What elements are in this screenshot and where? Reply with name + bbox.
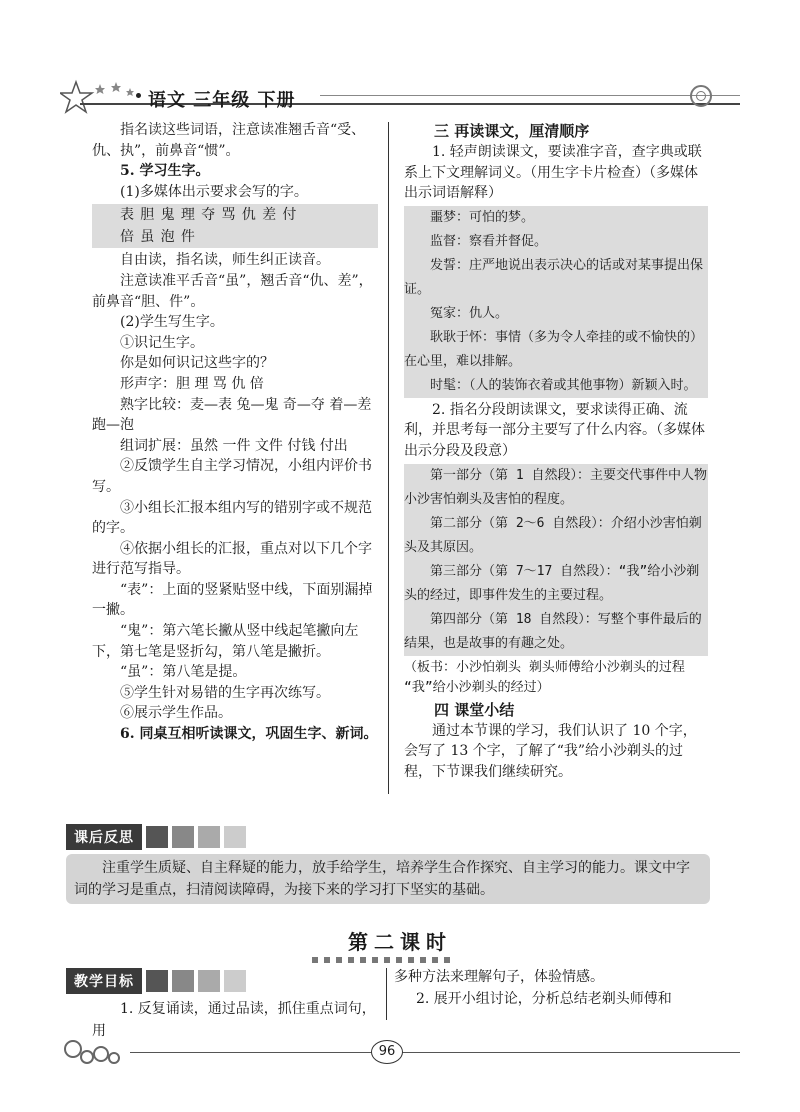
character-row: 倍虽泡件 [120, 229, 202, 246]
section-heading: 四 课堂小结 [434, 700, 515, 719]
goals-label-text: 教学目标 [66, 968, 142, 994]
label-square [198, 970, 220, 992]
list-item: ⑤学生针对易错的生字再次练写。 [120, 684, 330, 701]
step-heading: 6. 同桌互相听读课文，巩固生字、新词。 [120, 726, 378, 743]
paragraph: 注意读准平舌音“虽”，翘舌音“仇、差”，前鼻音“胆、件”。 [92, 272, 373, 310]
list-item: ⑥展示学生作品。 [120, 705, 232, 722]
label-square [224, 970, 246, 992]
sub-step: (1)多媒体出示要求会写的字。 [120, 183, 308, 200]
footer-circle [93, 1046, 109, 1062]
book-title: 语文 三年级 下册 [148, 90, 296, 111]
goals-label [66, 968, 246, 994]
list-item: ④依据小组长的汇报，重点对以下几个字进行范写指导。 [92, 540, 372, 578]
part-item: 第二部分（第 2～6 自然段）：介绍小沙害怕剃头及其原因。 [404, 515, 702, 555]
character-list-box [92, 204, 378, 248]
reflection-label [66, 824, 246, 850]
goal-item: 2. 展开小组讨论，分析总结老剃头师傅和 [416, 991, 672, 1007]
paragraph: 你是如何识记这些字的？ [120, 355, 274, 372]
part-item: 第四部分（第 18 自然段）：写整个事件最后的结果，也是故事的有趣之处。 [404, 611, 702, 651]
footer-rule [130, 1052, 740, 1053]
header-rule-thin [320, 95, 740, 96]
goals-left [92, 998, 382, 1042]
goals-right [388, 966, 708, 1010]
definition-item: 监督：察看并督促。 [430, 233, 548, 249]
list-item: ①识记生字。 [120, 334, 204, 351]
label-square [224, 826, 246, 848]
goal-item: 1. 反复诵读，通过品读，抓住重点词句，用 [92, 1001, 376, 1039]
reflection-label-text: 课后反思 [66, 824, 142, 850]
definition-item: 发誓：庄严地说出表示决心的话或对某事提出保证。 [404, 257, 704, 297]
label-square [172, 826, 194, 848]
character-row: 表胆鬼理夺骂仇差付 [120, 207, 303, 224]
column-divider [388, 122, 389, 794]
part-item: 第三部分（第 7～17 自然段）：“我”给小沙剃头的经过，即事件发生的主要过程。 [404, 563, 700, 603]
footer-circle [80, 1050, 94, 1064]
label-square [146, 970, 168, 992]
goal-continuation: 多种方法来理解句子，体验情感。 [394, 969, 604, 985]
page-number: 96 [371, 1040, 403, 1064]
paragraph: “虽”：第八笔是提。 [120, 664, 247, 681]
lesson-title: 第二课时 [348, 930, 452, 954]
header-bullet [136, 93, 141, 98]
paragraph: “鬼”：第六笔长撇从竖中线起笔撇向左下，第七笔是竖折勾，第八笔是撇折。 [92, 623, 359, 660]
definition-item: 冤家：仇人。 [430, 305, 509, 321]
paragraph: 组词扩展：虽然 一件 文件 付钱 付出 [120, 437, 348, 454]
paragraph: 指名读这些词语，注意读准翘舌音“受、仇、执”，前鼻音“惯”。 [92, 122, 366, 159]
reflection-text: 注重学生质疑、自主释疑的能力，放手给学生，培养学生合作探究、自主学习的能力。课文中字词的学习是重点，扫清阅读障碍，为接下来的学习打下坚实的基础。 [74, 860, 690, 898]
section-parts-box [404, 464, 708, 656]
definition-item: 耿耿于怀：事情（多为令人牵挂的或不愉快的）在心里，难以排解。 [404, 329, 704, 369]
sub-step: (2)学生写生字。 [120, 314, 224, 331]
spiral-icon [690, 85, 712, 107]
left-column [92, 120, 378, 745]
list-item: ③小组长汇报本组内写的错别字或不规范的字。 [92, 499, 372, 537]
step-heading: 5. 学习生字。 [120, 163, 210, 180]
label-square [198, 826, 220, 848]
definition-item: 时髦：（人的装饰衣着或其他事物）新颖入时。 [430, 377, 697, 393]
definition-box [404, 206, 708, 398]
board-note: （板书：小沙怕剃头 剃头师傅给小沙剃头的过程 “我”给小沙剃头的经过） [404, 659, 685, 696]
paragraph: 自由读，指名读，师生纠正读音。 [120, 252, 330, 269]
reflection-box [66, 854, 710, 904]
star-icon [60, 78, 150, 118]
paragraph: 2. 指名分段朗读课文，要求读得正确、流利，并思考每一部分主要写了什么内容。（多媒体出示分段及段意） [404, 401, 705, 459]
definition-item: 噩梦：可怕的梦。 [430, 209, 535, 225]
paragraph: 熟字比较：麦—表 兔—鬼 奇—夺 着—差 跑—泡 [92, 396, 372, 434]
paragraph: “表”：上面的竖紧贴竖中线，下面别漏掉一撇。 [92, 581, 373, 619]
section-heading: 三 再读课文，厘清顺序 [434, 122, 590, 140]
list-item: ②反馈学生自主学习情况，小组内评价书写。 [92, 458, 372, 495]
footer-circle [108, 1052, 120, 1064]
part-item: 第一部分（第 1 自然段）：主要交代事件中人物小沙害怕剃头及害怕的程度。 [404, 467, 707, 507]
title-dots [296, 957, 466, 963]
label-square [146, 826, 168, 848]
paragraph: 通过本节课的学习，我们认识了 10 个字，会写了 13 个字，了解了“我”给小沙剃头的过程，下节课我们继续研究。 [404, 722, 697, 780]
label-square [172, 970, 194, 992]
right-column [404, 120, 708, 783]
paragraph: 1. 轻声朗读课文，要读准字音，查字典或联系上下文理解词义。（用生字卡片检查）（多媒体出示词语解释） [404, 144, 702, 202]
paragraph: 形声字：胆 理 骂 仇 倍 [120, 375, 264, 392]
column-divider [386, 968, 387, 1020]
